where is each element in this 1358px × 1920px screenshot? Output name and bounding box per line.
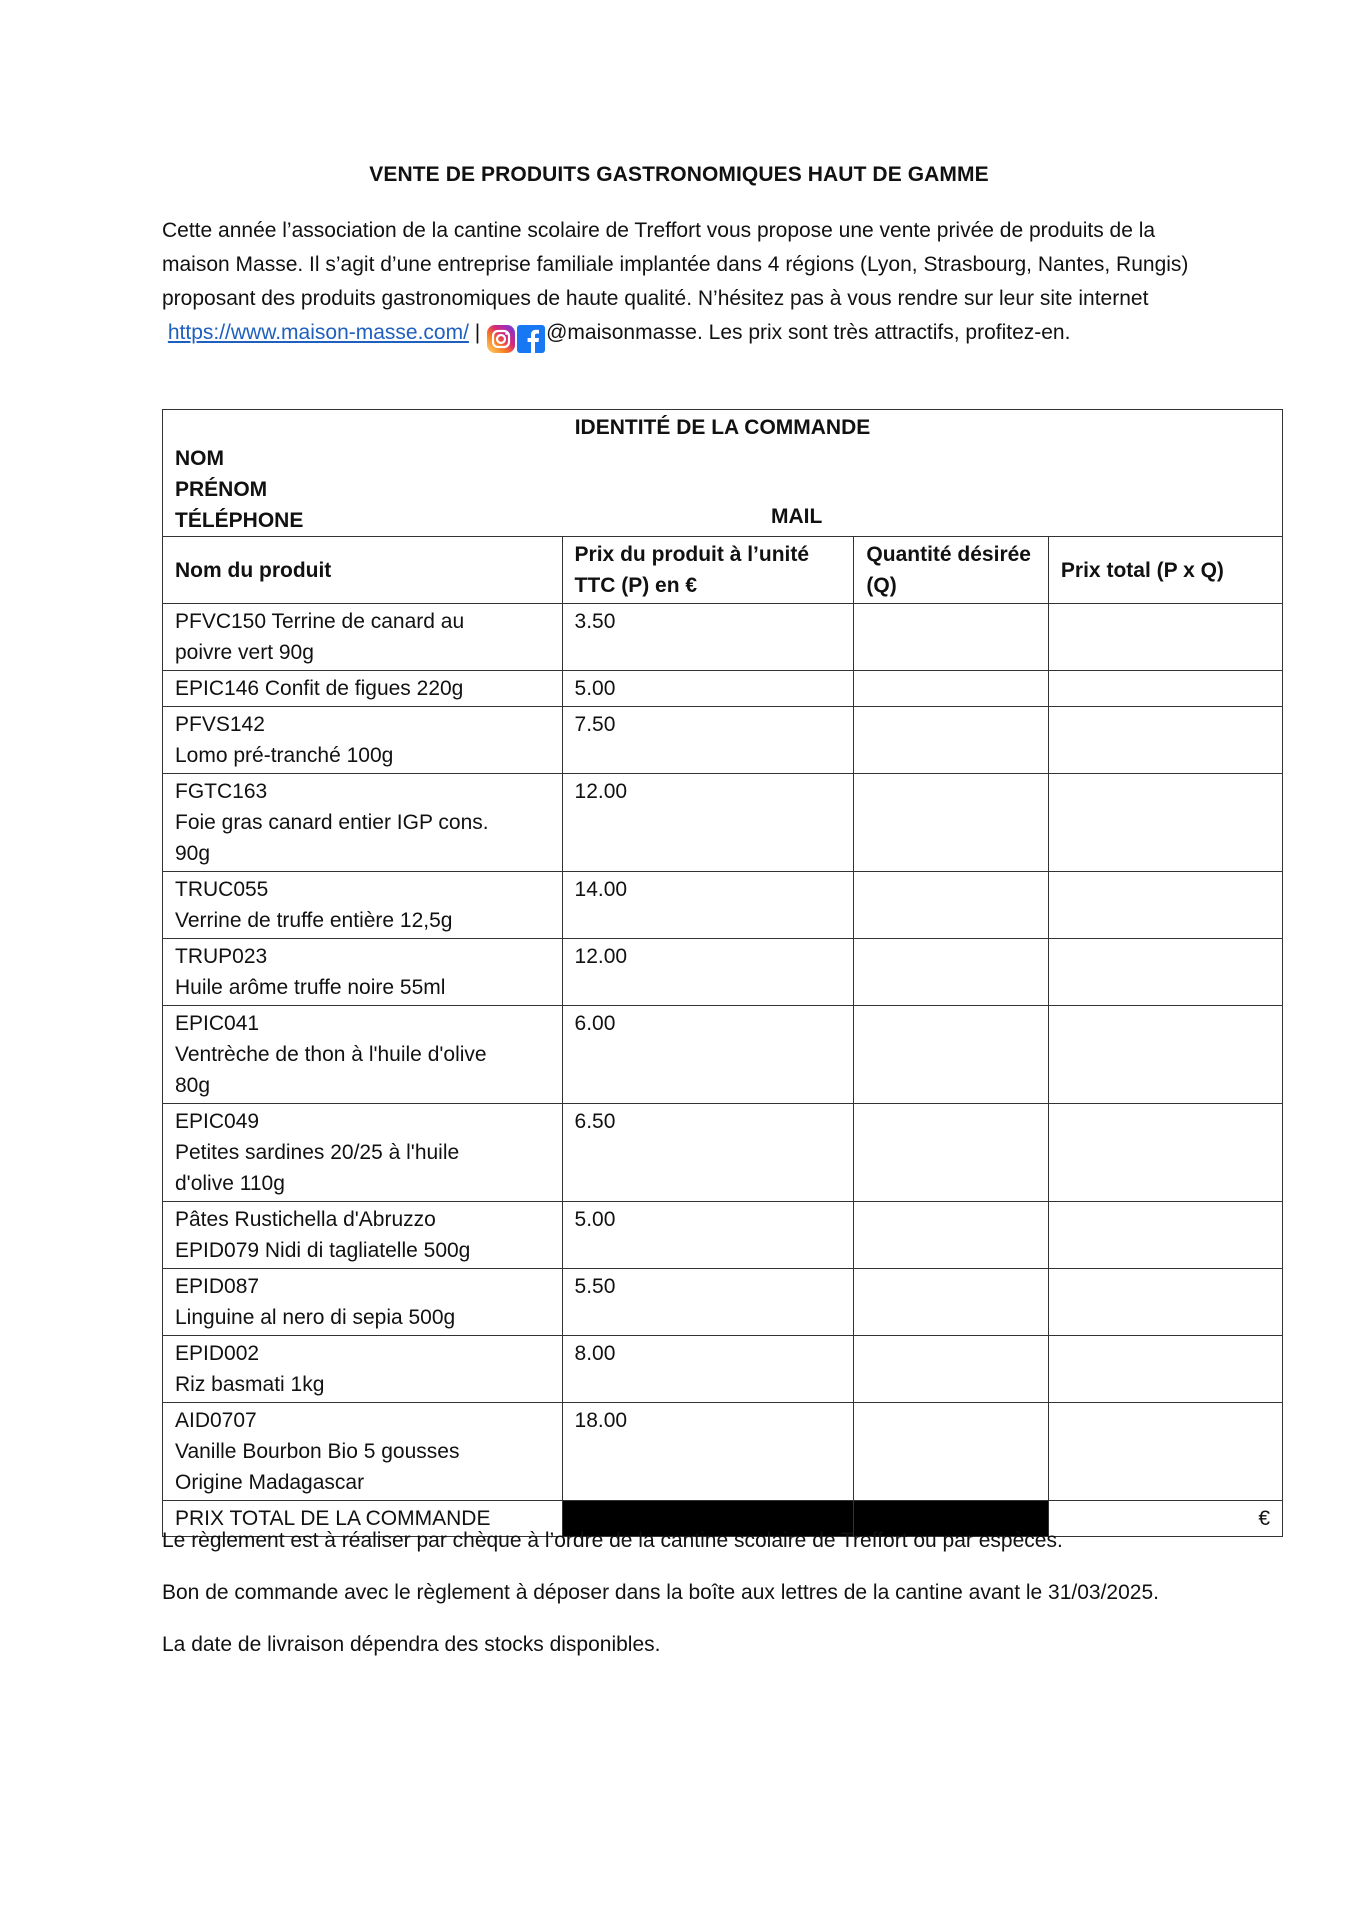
product-name-cell — [163, 939, 563, 1006]
page-title: VENTE DE PRODUITS GASTRONOMIQUES HAUT DE GAMME — [369, 163, 989, 186]
product-name-line: Foie gras canard entier IGP cons. — [175, 811, 489, 834]
quantity-input-cell[interactable] — [854, 671, 1049, 707]
product-name-line: Vanille Bourbon Bio 5 gousses — [175, 1440, 460, 1463]
separator: | — [474, 321, 481, 344]
product-name-cell — [163, 1269, 563, 1336]
product-row — [163, 1104, 1283, 1202]
total-label: PRIX TOTAL DE LA COMMANDE — [163, 1501, 563, 1537]
product-name-line: Huile arôme truffe noire 55ml — [175, 976, 446, 999]
product-row — [163, 604, 1283, 671]
product-name-cell — [163, 671, 563, 707]
unit-price-cell: 6.50 — [562, 1104, 854, 1202]
product-name-line: Riz basmati 1kg — [175, 1373, 325, 1396]
header-unit-price: Prix du produit à l’unité TTC (P) en € — [562, 537, 854, 604]
product-name-line: EPIC049 — [175, 1110, 260, 1133]
quantity-input-cell[interactable] — [854, 1403, 1049, 1501]
product-name-cell — [163, 1104, 563, 1202]
line-total-cell[interactable] — [1048, 1403, 1282, 1501]
quantity-input-cell[interactable] — [854, 707, 1049, 774]
product-name-cell — [163, 1403, 563, 1501]
prenom-field[interactable]: PRÉNOM — [175, 478, 268, 501]
quantity-input-cell[interactable] — [854, 1006, 1049, 1104]
total-amount-field[interactable]: € — [1048, 1501, 1282, 1537]
quantity-input-cell[interactable] — [854, 939, 1049, 1006]
product-name-line: Pâtes Rustichella d'Abruzzo — [175, 1208, 436, 1231]
product-name-line: Origine Madagascar — [175, 1471, 365, 1494]
unit-price-cell: 5.00 — [562, 671, 854, 707]
product-name-cell — [163, 707, 563, 774]
product-name-cell — [163, 774, 563, 872]
product-name-line: EPID079 Nidi di tagliatelle 500g — [175, 1239, 471, 1262]
identity-title: IDENTITÉ DE LA COMMANDE — [574, 416, 871, 439]
product-name-line: 90g — [175, 842, 211, 865]
footer-notes — [162, 1525, 1222, 1681]
intro-paragraph — [162, 214, 1212, 356]
product-name-line: Linguine al nero di sepia 500g — [175, 1306, 456, 1329]
product-name-line: TRUC055 — [175, 878, 269, 901]
quantity-input-cell[interactable] — [854, 1104, 1049, 1202]
product-name-line: 80g — [175, 1074, 211, 1097]
product-row — [163, 1006, 1283, 1104]
line-total-cell[interactable] — [1048, 1269, 1282, 1336]
website-link[interactable]: https://www.maison-masse.com/ — [167, 321, 469, 344]
product-row — [163, 1269, 1283, 1336]
product-row — [163, 671, 1283, 707]
product-rows — [163, 604, 1283, 1501]
product-name-line: Petites sardines 20/25 à l'huile — [175, 1141, 460, 1164]
product-name-line: TRUP023 — [175, 945, 268, 968]
social-handle: @maisonmasse — [546, 321, 697, 344]
quantity-input-cell[interactable] — [854, 1269, 1049, 1336]
product-row — [163, 1336, 1283, 1403]
delivery-note: La date de livraison dépendra des stocks disponibles. — [162, 1633, 661, 1656]
quantity-input-cell[interactable] — [854, 872, 1049, 939]
product-row — [163, 1202, 1283, 1269]
product-name-line: Ventrèche de thon à l'huile d'olive — [175, 1043, 487, 1066]
line-total-cell[interactable] — [1048, 604, 1282, 671]
identity-fields — [175, 443, 1270, 536]
product-name-line: EPID087 — [175, 1275, 260, 1298]
header-product-name: Nom du produit — [163, 537, 563, 604]
line-total-cell[interactable] — [1048, 707, 1282, 774]
unit-price-cell: 3.50 — [562, 604, 854, 671]
product-name-line: PFVC150 Terrine de canard au — [175, 610, 465, 633]
product-name-cell — [163, 604, 563, 671]
unit-price-cell: 5.50 — [562, 1269, 854, 1336]
intro-text-after: . Les prix sont très attractifs, profitez-en. — [696, 321, 1071, 344]
product-name-line: EPIC146 Confit de figues 220g — [175, 677, 464, 700]
product-name-line: d'olive 110g — [175, 1172, 285, 1195]
product-name-line: FGTC163 — [175, 780, 268, 803]
header-row — [163, 537, 1283, 604]
line-total-cell[interactable] — [1048, 1006, 1282, 1104]
line-total-cell[interactable] — [1048, 671, 1282, 707]
line-total-cell[interactable] — [1048, 1336, 1282, 1403]
product-name-line: Lomo pré-tranché 100g — [175, 744, 394, 767]
identity-row — [163, 410, 1283, 537]
product-name-line: EPID002 — [175, 1342, 260, 1365]
product-name-cell — [163, 1006, 563, 1104]
payment-note: Le règlement est à réaliser par chèque à l’ordre de la cantine scolaire de Treffort ou par espèces. — [162, 1529, 1063, 1552]
product-name-line: PFVS142 — [175, 713, 265, 736]
unit-price-cell: 12.00 — [562, 939, 854, 1006]
nom-field[interactable]: NOM — [175, 447, 224, 470]
product-name-line: AID0707 — [175, 1409, 257, 1432]
header-line-total: Prix total (P x Q) — [1048, 537, 1282, 604]
line-total-cell[interactable] — [1048, 774, 1282, 872]
social-icons — [486, 322, 546, 356]
unit-price-cell: 18.00 — [562, 1403, 854, 1501]
product-name-line: poivre vert 90g — [175, 641, 314, 664]
product-name-cell — [163, 1336, 563, 1403]
unit-price-cell: 14.00 — [562, 872, 854, 939]
line-total-cell[interactable] — [1048, 1202, 1282, 1269]
order-table — [162, 409, 1283, 1537]
unit-price-cell: 7.50 — [562, 707, 854, 774]
quantity-input-cell[interactable] — [854, 604, 1049, 671]
line-total-cell[interactable] — [1048, 939, 1282, 1006]
product-name-line: EPIC041 — [175, 1012, 260, 1035]
quantity-input-cell[interactable] — [854, 1336, 1049, 1403]
line-total-cell[interactable] — [1048, 1104, 1282, 1202]
product-name-line: Verrine de truffe entière 12,5g — [175, 909, 453, 932]
telephone-field[interactable]: TÉLÉPHONE — [175, 509, 304, 532]
product-row — [163, 872, 1283, 939]
unit-price-cell: 8.00 — [562, 1336, 854, 1403]
product-name-cell — [163, 872, 563, 939]
facebook-icon[interactable] — [516, 324, 546, 354]
instagram-icon[interactable] — [486, 324, 516, 354]
intro-text: Cette année l’association de la cantine scolaire de Treffort vous propose une vente privée de produits de la maison Masse. Il s’agit d’une entreprise familiale implantée dans 4 régions (Lyon, Strasbourg, Nantes, Rungis) proposant des produits gastronomiques de haute qualité. N’hésitez pas à vous rendre sur leur site internet — [162, 219, 1189, 310]
line-total-cell[interactable] — [1048, 872, 1282, 939]
product-row — [163, 939, 1283, 1006]
unit-price-cell: 12.00 — [562, 774, 854, 872]
unit-price-cell: 5.00 — [562, 1202, 854, 1269]
product-row — [163, 774, 1283, 872]
product-name-cell — [163, 1202, 563, 1269]
header-quantity: Quantité désirée (Q) — [854, 537, 1049, 604]
product-row — [163, 1403, 1283, 1501]
product-row — [163, 707, 1283, 774]
unit-price-cell: 6.00 — [562, 1006, 854, 1104]
quantity-input-cell[interactable] — [854, 774, 1049, 872]
mail-field[interactable]: MAIL — [771, 505, 823, 528]
identity-cell — [163, 410, 1283, 537]
quantity-input-cell[interactable] — [854, 1202, 1049, 1269]
deadline-note: Bon de commande avec le règlement à déposer dans la boîte aux lettres de la cantine avant le 31/03/2025. — [162, 1581, 1159, 1604]
